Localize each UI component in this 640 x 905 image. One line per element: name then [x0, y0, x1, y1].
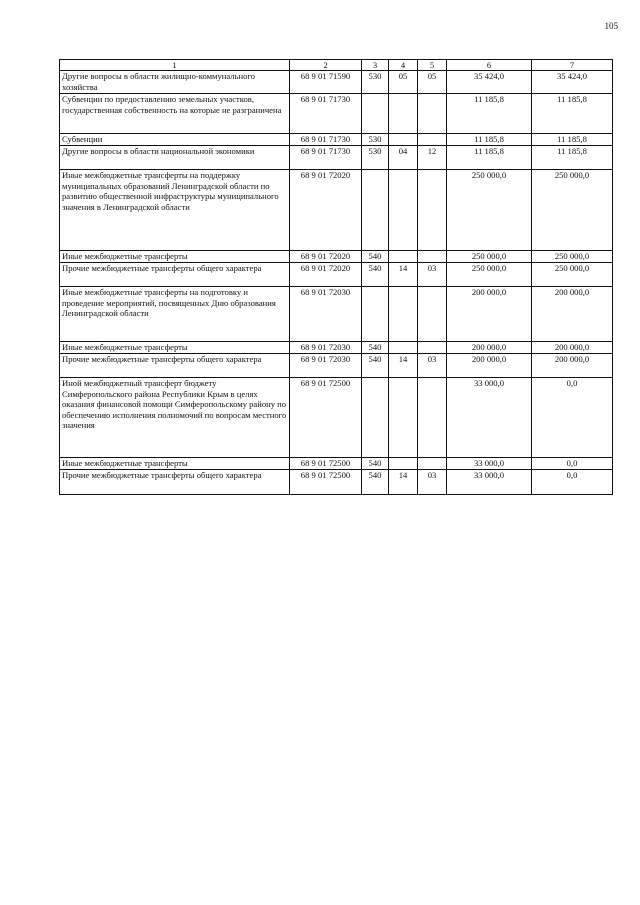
row-value-6: 250 000,0	[447, 251, 532, 263]
table-row	[60, 287, 613, 342]
row-value-7: 250 000,0	[532, 251, 613, 263]
table-row	[60, 470, 613, 495]
row-col-4: 14	[389, 354, 418, 378]
row-code: 68 9 01 72500	[290, 458, 362, 470]
row-name: Субвенции по предоставлению земельных участков, государственная собственность на которые не разграничена	[60, 94, 290, 134]
row-col-5	[418, 458, 447, 470]
row-col-3: 530	[362, 134, 389, 146]
row-value-6: 200 000,0	[447, 287, 532, 342]
table-row	[60, 170, 613, 251]
table-row	[60, 134, 613, 146]
row-col-5	[418, 342, 447, 354]
table-row	[60, 251, 613, 263]
row-code: 68 9 01 71730	[290, 94, 362, 134]
row-value-6: 250 000,0	[447, 263, 532, 287]
header-col-4: 4	[389, 60, 418, 71]
row-code: 68 9 01 72020	[290, 251, 362, 263]
row-name: Прочие межбюджетные трансферты общего характера	[60, 263, 290, 287]
row-name: Другие вопросы в области национальной экономики	[60, 146, 290, 170]
table-row	[60, 354, 613, 378]
row-value-6: 35 424,0	[447, 71, 532, 94]
row-col-4: 14	[389, 263, 418, 287]
row-col-4	[389, 94, 418, 134]
row-col-5	[418, 287, 447, 342]
row-col-4	[389, 251, 418, 263]
row-col-5: 03	[418, 354, 447, 378]
row-code: 68 9 01 71590	[290, 71, 362, 94]
row-col-4	[389, 170, 418, 251]
row-code: 68 9 01 72030	[290, 287, 362, 342]
row-name: Субвенции	[60, 134, 290, 146]
row-code: 68 9 01 72500	[290, 470, 362, 495]
row-code: 68 9 01 72030	[290, 354, 362, 378]
row-value-7: 0,0	[532, 458, 613, 470]
table-row	[60, 458, 613, 470]
row-col-5: 12	[418, 146, 447, 170]
row-value-7: 250 000,0	[532, 170, 613, 251]
row-col-3: 540	[362, 251, 389, 263]
row-col-3: 540	[362, 263, 389, 287]
table-row	[60, 71, 613, 94]
table-row	[60, 94, 613, 134]
row-value-7: 35 424,0	[532, 71, 613, 94]
row-code: 68 9 01 72030	[290, 342, 362, 354]
row-value-6: 33 000,0	[447, 458, 532, 470]
row-name: Прочие межбюджетные трансферты общего характера	[60, 470, 290, 495]
row-value-7: 11 185,8	[532, 146, 613, 170]
row-col-5	[418, 170, 447, 251]
row-name: Иные межбюджетные трансферты	[60, 251, 290, 263]
table-header-row	[60, 60, 613, 71]
row-name: Прочие межбюджетные трансферты общего характера	[60, 354, 290, 378]
row-name: Другие вопросы в области жилищно-коммунального хозяйства	[60, 71, 290, 94]
row-code: 68 9 01 71730	[290, 146, 362, 170]
header-col-3: 3	[362, 60, 389, 71]
row-name: Иной межбюджетный трансферт бюджету Симферопольского района Республики Крым в целях оказания финансовой помощи Симферопольскому району по обеспечению исполнения полномочий по вопросам местного значения	[60, 378, 290, 458]
header-col-1: 1	[60, 60, 290, 71]
row-col-3	[362, 94, 389, 134]
row-code: 68 9 01 72020	[290, 263, 362, 287]
row-code: 68 9 01 71730	[290, 134, 362, 146]
row-value-7: 0,0	[532, 470, 613, 495]
row-col-4: 05	[389, 71, 418, 94]
row-col-3: 530	[362, 71, 389, 94]
row-name: Иные межбюджетные трансферты на подготовку и проведение мероприятий, посвященных Дню образования Ленинградской области	[60, 287, 290, 342]
row-value-6: 33 000,0	[447, 470, 532, 495]
table-row	[60, 146, 613, 170]
row-col-4	[389, 458, 418, 470]
row-value-7: 11 185,8	[532, 134, 613, 146]
row-value-6: 200 000,0	[447, 342, 532, 354]
budget-table	[59, 59, 613, 495]
row-value-7: 250 000,0	[532, 263, 613, 287]
row-col-5: 03	[418, 263, 447, 287]
row-col-4	[389, 342, 418, 354]
row-col-3	[362, 287, 389, 342]
row-col-3: 540	[362, 458, 389, 470]
row-col-3: 530	[362, 146, 389, 170]
row-value-7: 11 185,8	[532, 94, 613, 134]
row-col-5	[418, 251, 447, 263]
row-value-6: 200 000,0	[447, 354, 532, 378]
row-col-4	[389, 134, 418, 146]
page-number: 105	[604, 21, 618, 31]
row-col-3: 540	[362, 354, 389, 378]
row-value-7: 0,0	[532, 378, 613, 458]
table-row	[60, 378, 613, 458]
row-value-6: 11 185,8	[447, 134, 532, 146]
header-col-7: 7	[532, 60, 613, 71]
row-col-4: 04	[389, 146, 418, 170]
header-col-6: 6	[447, 60, 532, 71]
row-value-7: 200 000,0	[532, 342, 613, 354]
row-col-5	[418, 94, 447, 134]
row-name: Иные межбюджетные трансферты	[60, 458, 290, 470]
row-name: Иные межбюджетные трансферты	[60, 342, 290, 354]
row-col-5: 05	[418, 71, 447, 94]
row-col-3: 540	[362, 470, 389, 495]
row-code: 68 9 01 72500	[290, 378, 362, 458]
row-col-3	[362, 170, 389, 251]
row-value-6: 11 185,8	[447, 94, 532, 134]
row-value-6: 250 000,0	[447, 170, 532, 251]
row-code: 68 9 01 72020	[290, 170, 362, 251]
row-col-3	[362, 378, 389, 458]
row-value-7: 200 000,0	[532, 287, 613, 342]
table-row	[60, 342, 613, 354]
row-name: Иные межбюджетные трансферты на поддержку муниципальных образований Ленинградской области по развитию общественной инфраструктуры муниципального значения в Ленинградской области	[60, 170, 290, 251]
row-col-4	[389, 378, 418, 458]
row-col-4: 14	[389, 470, 418, 495]
row-value-7: 200 000,0	[532, 354, 613, 378]
row-col-5: 03	[418, 470, 447, 495]
header-col-2: 2	[290, 60, 362, 71]
row-col-5	[418, 134, 447, 146]
row-value-6: 33 000,0	[447, 378, 532, 458]
row-col-5	[418, 378, 447, 458]
header-col-5: 5	[418, 60, 447, 71]
table-row	[60, 263, 613, 287]
row-col-4	[389, 287, 418, 342]
row-col-3: 540	[362, 342, 389, 354]
row-value-6: 11 185,8	[447, 146, 532, 170]
